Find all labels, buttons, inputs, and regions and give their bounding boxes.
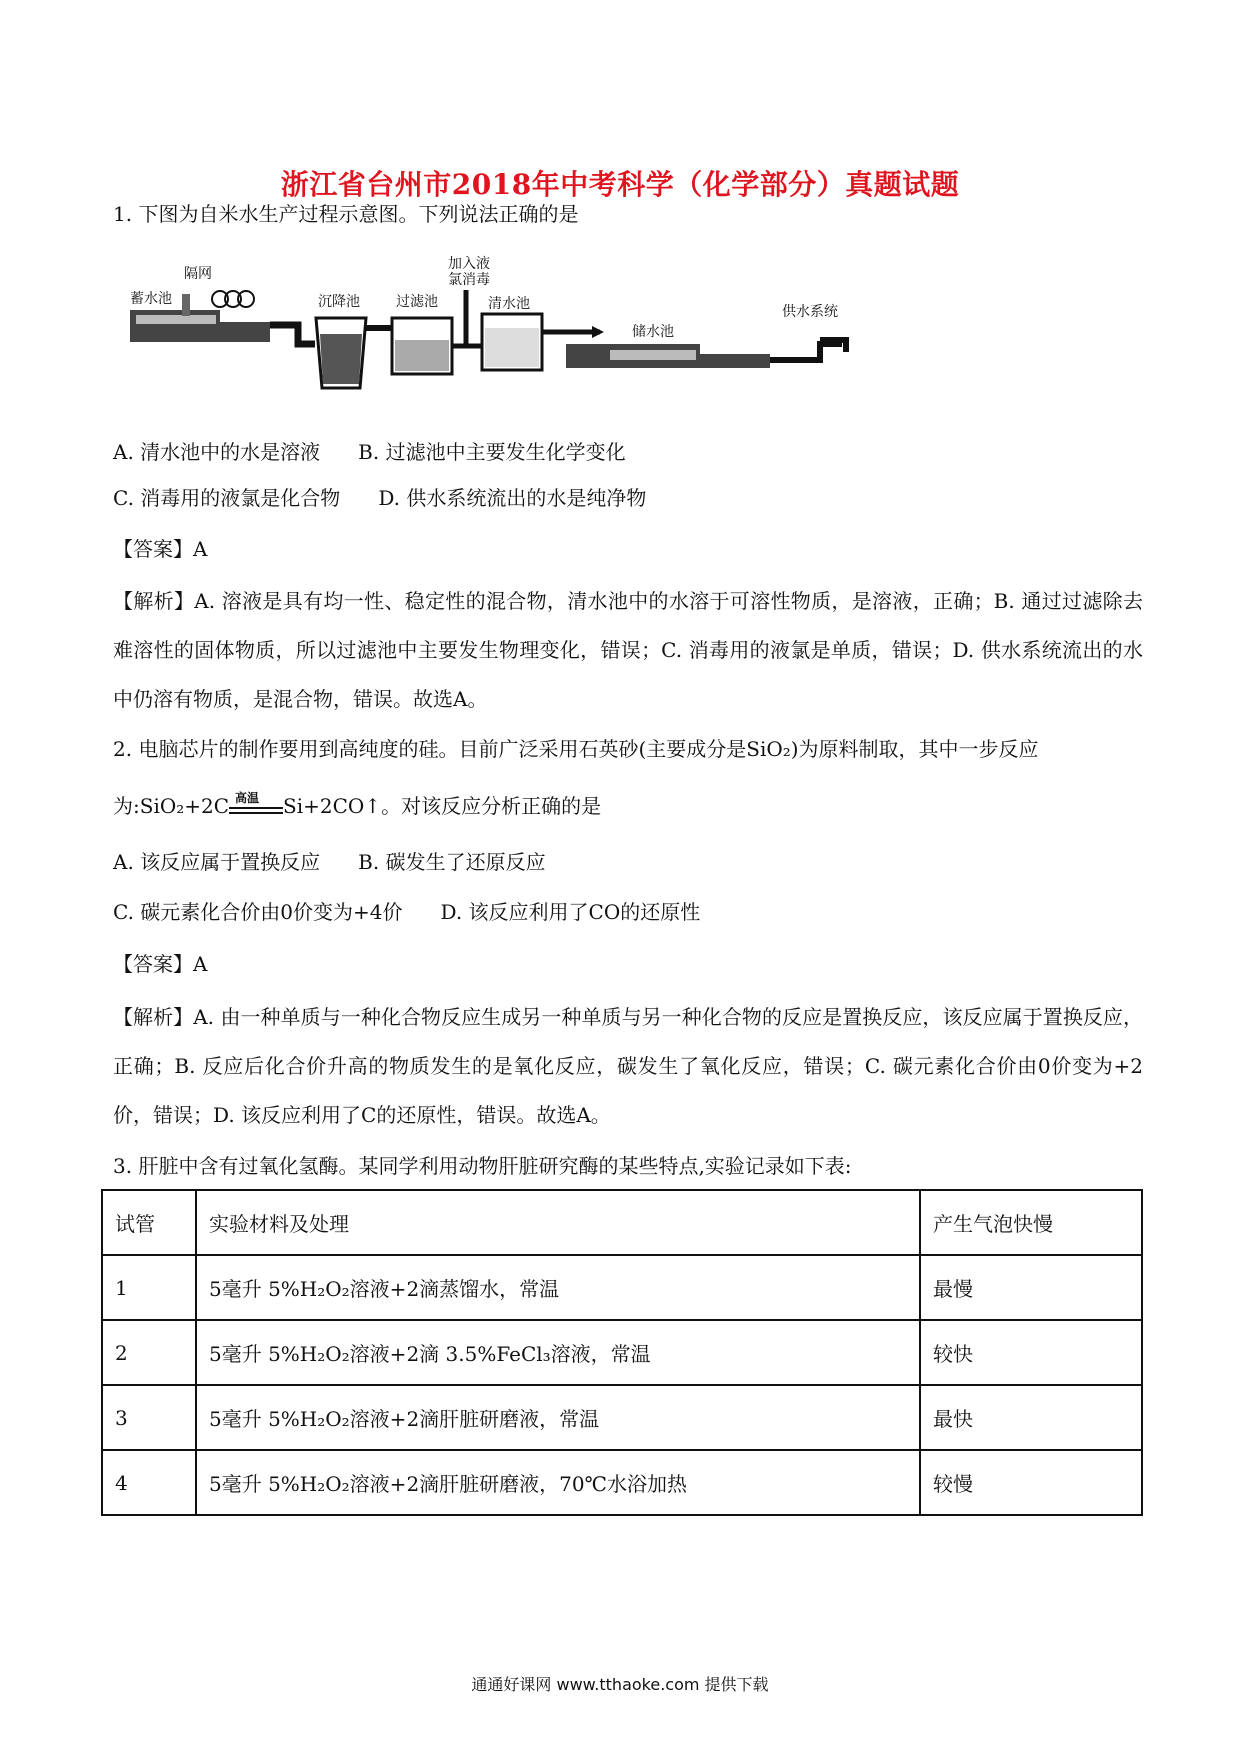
reservoir-water (136, 315, 216, 324)
table-header-row (102, 1190, 1142, 1255)
cell-material: 5毫升 5%H₂O₂溶液+2滴 3.5%FeCl₃溶液，常温 (196, 1320, 920, 1385)
reaction-arrow (229, 790, 283, 818)
cell-bubble-rate: 最快 (920, 1385, 1142, 1450)
label-reservoir: 蓄水池 (130, 291, 172, 307)
clear-water (485, 328, 539, 367)
pipe-5 (770, 344, 842, 360)
sediment (320, 334, 362, 384)
q2-stem: 2. 电脑芯片的制作要用到高纯度的硅。目前广泛采用石英砂(主要成分是SiO₂)为原料制取，其中一步反应 (113, 737, 1039, 761)
q1-stem: 1. 下图为自米水生产过程示意图。下列说法正确的是 (113, 202, 579, 226)
header-tube: 试管 (102, 1190, 196, 1255)
q1-answer: 【答案】A (113, 537, 208, 561)
label-supply: 供水系统 (782, 304, 838, 320)
screen-post (182, 294, 190, 316)
q2-equation (113, 792, 601, 820)
label-chlorine-1: 加入液 (448, 256, 490, 272)
table-row (102, 1385, 1142, 1450)
label-clear: 清水池 (488, 296, 530, 312)
q1-option-b: B. 过滤池中主要发生化学变化 (358, 440, 626, 464)
q1-option-c: C. 消毒用的液氯是化合物 (113, 486, 341, 510)
page-title: 浙江省台州市2018年中考科学（化学部分）真题试题 (280, 168, 960, 201)
flow-arrow (592, 326, 604, 338)
label-filter: 过滤池 (396, 294, 438, 310)
q1-analysis: 【解析】A. 溶液是具有均一性、稳定性的混合物，清水池中的水溶于可溶性物质，是溶液，正确；B. 通过过滤除去难溶性的固体物质，所以过滤池中主要发生物理变化，错误；C. 消毒用的液氯是单质，错误；D. 供水系统流出的水中仍溶有物质，是混合物，错误。故选A。 (113, 589, 1143, 711)
storage-water (610, 350, 696, 360)
table-row (102, 1320, 1142, 1385)
label-sedimentation: 沉降池 (318, 294, 360, 310)
header-material: 实验材料及处理 (196, 1190, 920, 1255)
q2-analysis: 【解析】A. 由一种单质与一种化合物反应生成另一种单质与另一种化合物的反应是置换反应，该反应属于置换反应，正确；B. 反应后化合价升高的物质发生的是氧化反应，碳发生了氧化反应，错误；C. 碳元素化合价由0价变为+2价，错误；D. 该反应利用了C的还原性，错误。故选A。 (113, 1005, 1143, 1127)
q2-eq-prefix: 为:SiO₂+2C (113, 794, 230, 818)
water-treatment-diagram (130, 256, 960, 418)
page-footer: 通通好课网 www.tthaoke.com 提供下载 (471, 1675, 769, 1694)
q2-options-row2 (113, 898, 700, 926)
reservoir-basin (130, 310, 270, 342)
table-row (102, 1255, 1142, 1320)
cell-tube: 1 (102, 1255, 196, 1320)
filter-layer (395, 340, 449, 371)
q3-stem: 3. 肝脏中含有过氧化氢酶。某同学利用动物肝脏研究酶的某些特点,实验记录如下表: (113, 1154, 852, 1178)
experiment-table (101, 1189, 1143, 1516)
header-bubble-rate: 产生气泡快慢 (920, 1190, 1142, 1255)
cell-tube: 2 (102, 1320, 196, 1385)
cell-tube: 4 (102, 1450, 196, 1515)
q1-option-d: D. 供水系统流出的水是纯净物 (378, 486, 647, 510)
q2-option-a: A. 该反应属于置换反应 (113, 850, 321, 874)
cell-material: 5毫升 5%H₂O₂溶液+2滴肝脏研磨液，70℃水浴加热 (196, 1450, 920, 1515)
q2-option-b: B. 碳发生了还原反应 (358, 850, 546, 874)
cell-bubble-rate: 最慢 (920, 1255, 1142, 1320)
q2-answer: 【答案】A (113, 952, 208, 976)
cell-bubble-rate: 较快 (920, 1320, 1142, 1385)
q2-option-d: D. 该反应利用了CO的还原性 (440, 900, 701, 924)
label-screen: 隔网 (184, 266, 212, 282)
cell-material: 5毫升 5%H₂O₂溶液+2滴肝脏研磨液，常温 (196, 1385, 920, 1450)
table-row (102, 1450, 1142, 1515)
reaction-condition: 高温 (235, 790, 260, 805)
cell-bubble-rate: 较慢 (920, 1450, 1142, 1515)
q1-options-row2 (113, 484, 646, 512)
q1-option-a: A. 清水池中的水是溶液 (113, 440, 321, 464)
cell-material: 5毫升 5%H₂O₂溶液+2滴蒸馏水，常温 (196, 1255, 920, 1320)
q2-options-row1 (113, 848, 546, 876)
label-storage: 储水池 (632, 324, 674, 340)
pipe-1 (270, 325, 315, 344)
q1-options-row1 (113, 438, 626, 466)
q2-option-c: C. 碳元素化合价由0价变为+4价 (113, 900, 403, 924)
q2-eq-suffix: Si+2CO↑。对该反应分析正确的是 (283, 794, 602, 818)
label-chlorine-2: 氯消毒 (448, 272, 490, 288)
cell-tube: 3 (102, 1385, 196, 1450)
